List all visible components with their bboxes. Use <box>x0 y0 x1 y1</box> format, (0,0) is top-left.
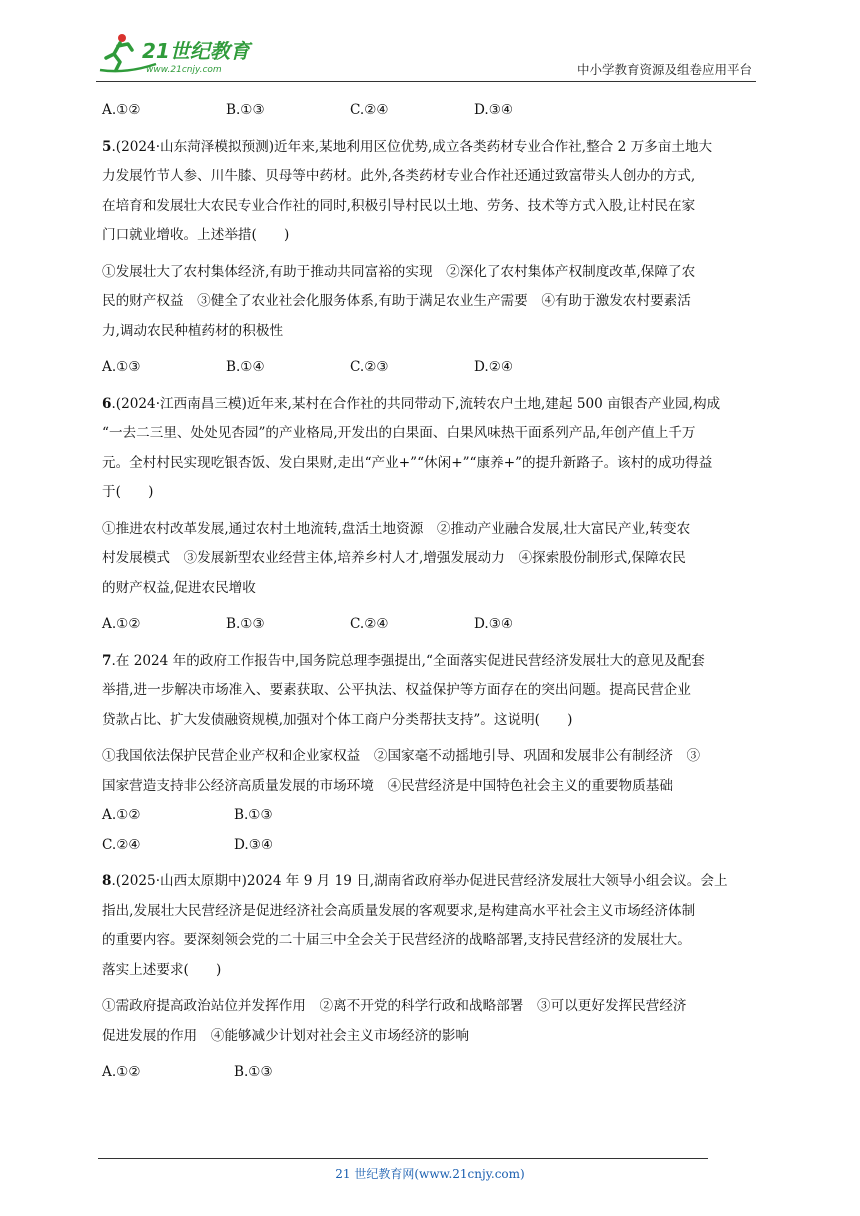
q4-option-d: D.③④ <box>474 102 514 118</box>
q5-stem-line: .(2024·山东菏泽模拟预测)近年来,某地利用区位优势,成立各类药材专业合作社,整合 2 万多亩土地大 <box>111 138 713 155</box>
q8-number: 8 <box>102 873 112 889</box>
footer-link[interactable]: 21 世纪教育网(www.21cnjy.com) <box>335 1167 525 1181</box>
q4-option-b: B.①③ <box>226 102 265 118</box>
question-8 <box>102 867 762 1088</box>
q6-stem-line: .(2024·江西南昌三模)近年来,某村在合作社的共同带动下,流转农户土地,建起 500 亩银杏产业园,构成 <box>111 395 721 412</box>
q7-number: 7 <box>102 652 112 669</box>
q4-options <box>102 96 762 126</box>
platform-name: 中小学教育资源及组卷应用平台 <box>576 62 752 77</box>
q7-statement-line: ①我国依法保护民营企业产权和企业家权益 ②国家毫不动摇地引导、巩固和发展非公有制经济 ③ <box>102 748 701 764</box>
page-header <box>96 28 756 82</box>
q8-option-a: A.①② <box>102 1064 141 1080</box>
q7-options-row-2 <box>102 831 762 861</box>
q5-number: 5 <box>102 138 112 155</box>
q8-statement-line: 促进发展的作用 ④能够减少计划对社会主义市场经济的影响 <box>102 1027 470 1044</box>
q8-stem-line: 落实上述要求( ) <box>102 961 222 978</box>
q8-stem-line: 指出,发展壮大民营经济是促进经济社会高质量发展的客观要求,是构建高水平社会主义市场经济体制 <box>102 902 696 919</box>
question-5 <box>102 133 762 383</box>
q6-options <box>102 610 762 640</box>
q6-stem-line: “一去二三里、处处见杏园”的产业格局,开发出的白果面、白果风味热干面系列产品,年创产值上千万 <box>102 425 696 441</box>
q5-statement-line: 民的财产权益 ③健全了农业社会化服务体系,有助于满足农业生产需要 ④有助于激发农村要素活 <box>102 293 691 309</box>
q6-stem-line: 元。全村村民实现吃银杏饭、发白果财,走出“产业+”“休闲+”“康养+”的提升新路子。该村的成功得益 <box>102 454 713 471</box>
q7-stem-line: .在 2024 年的政府工作报告中,国务院总理李强提出,“全面落实促进民营经济发展壮大的意见及配套 <box>111 652 705 669</box>
q8-stem-line: 的重要内容。要深刻领会党的二十届三中全会关于民营经济的战略部署,支持民营经济的发展壮大。 <box>102 932 691 948</box>
q5-stem-line: 在培育和发展壮大农民专业合作社的同时,积极引导村民以土地、劳务、技术等方式入股,让村民在家 <box>102 197 696 214</box>
q5-option-a: A.①③ <box>102 359 141 375</box>
q8-option-b: B.①③ <box>234 1064 273 1080</box>
q5-stem-line: 门口就业增收。上述举措( ) <box>102 227 290 243</box>
q4-option-a: A.①② <box>102 102 141 118</box>
q7-option-b: B.①③ <box>234 807 273 823</box>
q7-option-c: C.②④ <box>102 836 141 853</box>
q4-option-c: C.②④ <box>350 102 389 118</box>
question-7 <box>102 647 762 861</box>
q7-option-d: D.③④ <box>234 836 274 853</box>
q8-options-row-1 <box>102 1058 762 1088</box>
q5-option-b: B.①④ <box>226 359 265 375</box>
question-content <box>102 96 762 1088</box>
q6-statement-line: ①推进农村改革发展,通过农村土地流转,盘活土地资源 ②推动产业融合发展,壮大富民产业,转变农 <box>102 520 691 537</box>
q5-statement-line: 力,调动农民种植药材的积极性 <box>102 322 284 339</box>
logo-main: 21世纪教育 <box>142 39 250 63</box>
q6-stem-line: 于( ) <box>102 484 154 500</box>
q8-statement-line: ①需政府提高政治站位并发挥作用 ②离不开党的科学行政和战略部署 ③可以更好发挥民营经济 <box>102 998 687 1014</box>
q6-statement-line: 的财产权益,促进农民增收 <box>102 579 256 596</box>
q7-statement-line: 国家营造支持非公经济高质量发展的市场环境 ④民营经济是中国特色社会主义的重要物质基础 <box>102 777 673 794</box>
q7-option-a: A.①② <box>102 807 141 823</box>
q5-option-c: C.②③ <box>350 359 389 375</box>
q6-statement-line: 村发展模式 ③发展新型农业经营主体,培养乡村人才,增强发展动力 ④探索股份制形式,保障农民 <box>102 550 686 566</box>
q8-stem-line: .(2025·山西太原期中)2024 年 9 月 19 日,湖南省政府举办促进民营经济发展壮大领导小组会议。会上 <box>111 873 728 889</box>
q7-stem-line: 贷款占比、扩大发债融资规模,加强对个体工商户分类帮扶支持”。这说明( ) <box>102 711 573 728</box>
q5-statement-line: ①发展壮大了农村集体经济,有助于推动共同富裕的实现 ②深化了农村集体产权制度改革,保障了农 <box>102 263 696 280</box>
q7-options-row-1 <box>102 801 762 831</box>
q6-option-d: D.③④ <box>474 616 514 632</box>
q7-stem-line: 举措,进一步解决市场准入、要素获取、公平执法、权益保护等方面存在的突出问题。提高民营企业 <box>102 682 691 698</box>
logo-21cnjy <box>96 30 266 78</box>
q6-option-a: A.①② <box>102 616 141 632</box>
q6-option-c: C.②④ <box>350 616 389 632</box>
q5-stem-line: 力发展竹节人参、川牛膝、贝母等中药材。此外,各类药材专业合作社还通过致富带头人创办的方式, <box>102 168 696 184</box>
footer-divider <box>98 1158 708 1159</box>
q6-number: 6 <box>102 395 112 412</box>
header-divider <box>96 81 756 82</box>
q6-option-b: B.①③ <box>226 616 265 632</box>
q5-options <box>102 353 762 383</box>
question-6 <box>102 390 762 640</box>
logo-sub: www.21cnjy.com <box>146 65 222 75</box>
q5-option-d: D.②④ <box>474 359 514 375</box>
